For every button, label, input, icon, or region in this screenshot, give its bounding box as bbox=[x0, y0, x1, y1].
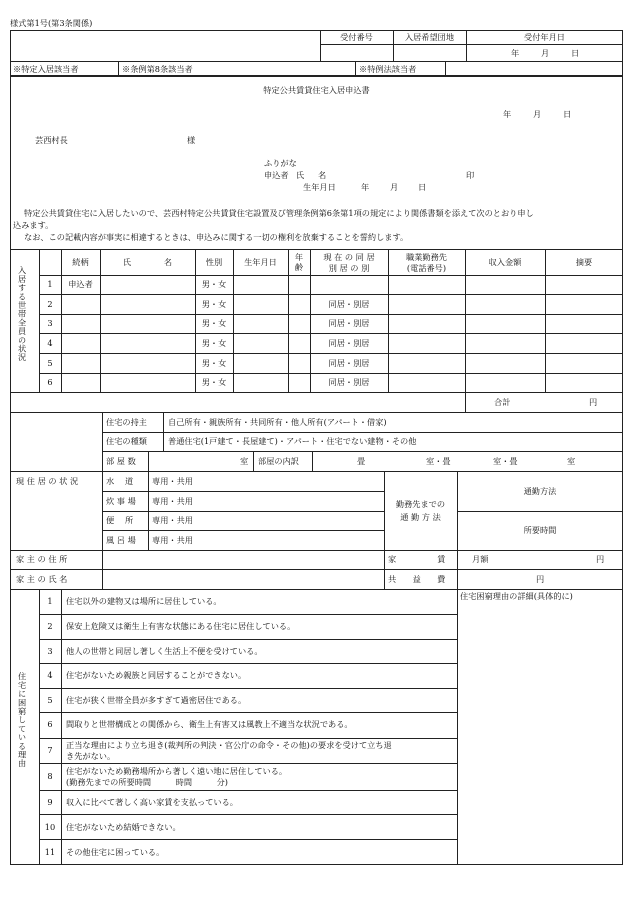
type-options: 普通住宅(1戸建て・長屋建て)・アパート・住宅でない建物・その他 bbox=[168, 436, 417, 446]
seal-mark: 印 bbox=[466, 170, 475, 180]
form-label: 様式第1号(第3条関係) bbox=[10, 18, 93, 28]
reception-no-label: 受付番号 bbox=[340, 32, 373, 42]
household-row-sex: 男・女 bbox=[201, 279, 227, 289]
owner-options: 自己所有・親族所有・共同所有・他人所有(アパート・借家) bbox=[168, 417, 387, 427]
honorific: 様 bbox=[187, 135, 196, 145]
ordinance8-label: ※条例第8条該当者 bbox=[122, 64, 193, 74]
total-label: 合計 bbox=[494, 397, 511, 407]
special-fixed-label: ※特定入居該当者 bbox=[13, 64, 79, 74]
declaration-line2: 込みます。 bbox=[13, 220, 54, 230]
declaration-line3: なお、この記載内容が事実に相違するときは、申込みに関する一切の権利を放棄することを誓約します。 bbox=[24, 232, 409, 242]
hardship-details-label: 住宅困窮理由の詳細(具体的に) bbox=[460, 591, 573, 601]
household-row-relation: 申込者 bbox=[68, 279, 93, 289]
birth-label: 生年月日 bbox=[303, 182, 336, 192]
residence-side-label: 現 住 居 の 状 況 bbox=[16, 476, 79, 486]
special-law-label: ※特例法該当者 bbox=[359, 64, 417, 74]
household-row-no: 1 bbox=[47, 279, 53, 289]
applicant-label: 申込者 bbox=[264, 170, 289, 180]
reception-date-label: 受付年月日 bbox=[524, 32, 565, 42]
form-title: 特定公共賃貸住宅入居申込書 bbox=[263, 85, 370, 95]
hardship-item: 住宅以外の建物又は場所に居住している。 bbox=[66, 596, 222, 606]
household-side-label: 入居する世帯全員の状況 bbox=[17, 266, 28, 362]
declaration-line1: 特定公共賃貸住宅に入居したいので、芸西村特定公共賃貸住宅設置及び管理条例第6条第1項の規定により関係書類を添えて次のとおり申し bbox=[24, 208, 534, 218]
desired-complex-label: 入居希望団地 bbox=[404, 32, 455, 42]
furigana-label: ふりがな bbox=[264, 158, 297, 168]
hardship-item-no: 1 bbox=[47, 596, 53, 606]
addressee: 芸西村長 bbox=[35, 135, 68, 145]
hardship-side-label: 住宅に困窮している理由 bbox=[17, 672, 28, 768]
